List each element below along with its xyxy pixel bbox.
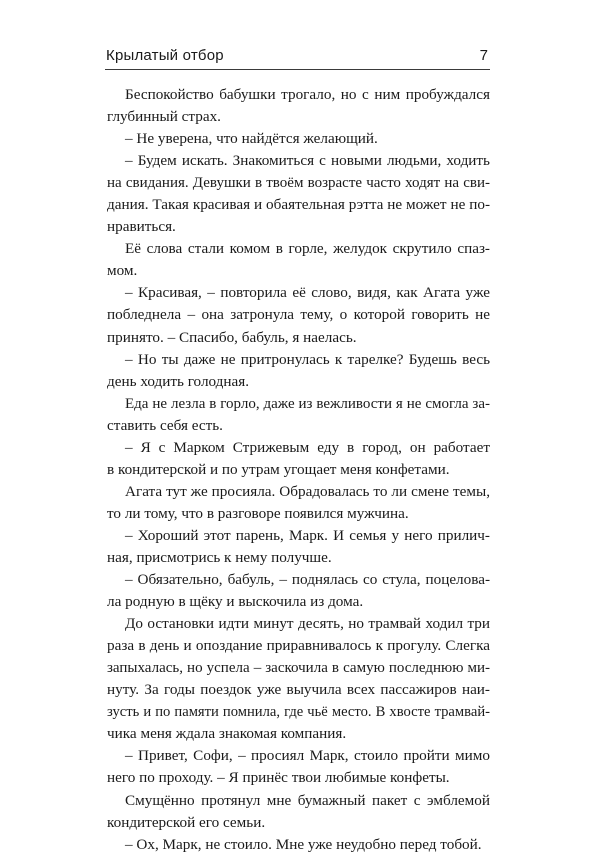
text-line: – Привет, Софи, – просиял Марк, стоило пройти мимо	[125, 747, 490, 765]
text-line: Смущённо протянул мне бумажный пакет с эмблемой	[125, 791, 490, 809]
text-line: – Хороший этот парень, Марк. И семья у него прилич-	[125, 526, 490, 544]
text-line: – Обязательно, бабуль, – поднялась со стула, поцелова-	[125, 571, 490, 589]
text-line: – Я с Марком Стрижевым еду в город, он работает	[125, 438, 490, 456]
text-line: – Будем искать. Знакомиться с новыми людьми, ходить	[125, 152, 490, 170]
page-number: 7	[479, 47, 488, 64]
text-line: него по проходу. – Я принёс твои любимые конфеты.	[107, 769, 450, 787]
text-line: день ходить голодная.	[107, 372, 250, 390]
text-line: побледнела – она затронула тему, о которой говорить не	[107, 306, 490, 324]
body-text	[107, 84, 490, 856]
text-line: ставить себя есть.	[107, 416, 223, 434]
text-line: то ли тому, что в разговоре появился мужчина.	[107, 504, 409, 522]
text-line: в кондитерской и по утрам угощает меня конфетами.	[107, 460, 450, 478]
text-line: запыхалась, но успела – заскочила в самую последнюю ми-	[107, 660, 490, 677]
text-line: – Ох, Марк, не стоило. Мне уже неудобно перед тобой.	[125, 835, 482, 853]
text-line: на свидания. Девушки в твоём возрасте часто ходят на сви-	[107, 175, 490, 192]
text-line: – Но ты даже не притронулась к тарелке? Будешь весь	[125, 350, 490, 368]
text-line: ла родную в щёку и выскочила из дома.	[107, 593, 364, 611]
text-line: – Красивая, – повторила её слово, видя, как Агата уже	[125, 284, 490, 302]
text-line: принято. – Спасибо, бабуль, я наелась.	[107, 328, 357, 346]
text-line: дания. Такая красивая и обаятельная рэтта не может не по-	[107, 196, 490, 214]
text-line: зусть и по памяти помнила, где чьё место. В хвосте трамвай-	[107, 704, 490, 721]
text-line: раза в день и опоздание приравнивалось к прогулу. Слегка	[107, 637, 490, 655]
text-line: глубинный страх.	[107, 108, 221, 126]
text-line: До остановки идти минут десять, но трамвай ходил три	[125, 615, 490, 633]
text-line: нравиться.	[107, 218, 176, 236]
text-line: Агата тут же просияла. Обрадовалась то ли смене темы,	[125, 482, 490, 500]
text-line: ная, присмотрись к нему получше.	[107, 548, 332, 566]
text-line: – Не уверена, что найдётся желающий.	[125, 130, 378, 148]
text-line: Беспокойство бабушки трогало, но с ним пробуждался	[125, 86, 490, 103]
text-line: Еда не лезла в горло, даже из вежливости я не смогла за-	[125, 395, 490, 412]
running-header	[105, 45, 490, 70]
text-line: кондитерской его семьи.	[107, 813, 266, 831]
running-title: Крылатый отбор	[106, 47, 224, 64]
text-line: нуту. За годы поездок уже выучила всех пассажиров наи-	[107, 681, 490, 699]
text-line: чика меня ждала знакомая компания.	[107, 725, 347, 743]
text-line: Её слова стали комом в горле, желудок скрутило спаз-	[125, 240, 490, 258]
text-line: мом.	[107, 262, 138, 280]
